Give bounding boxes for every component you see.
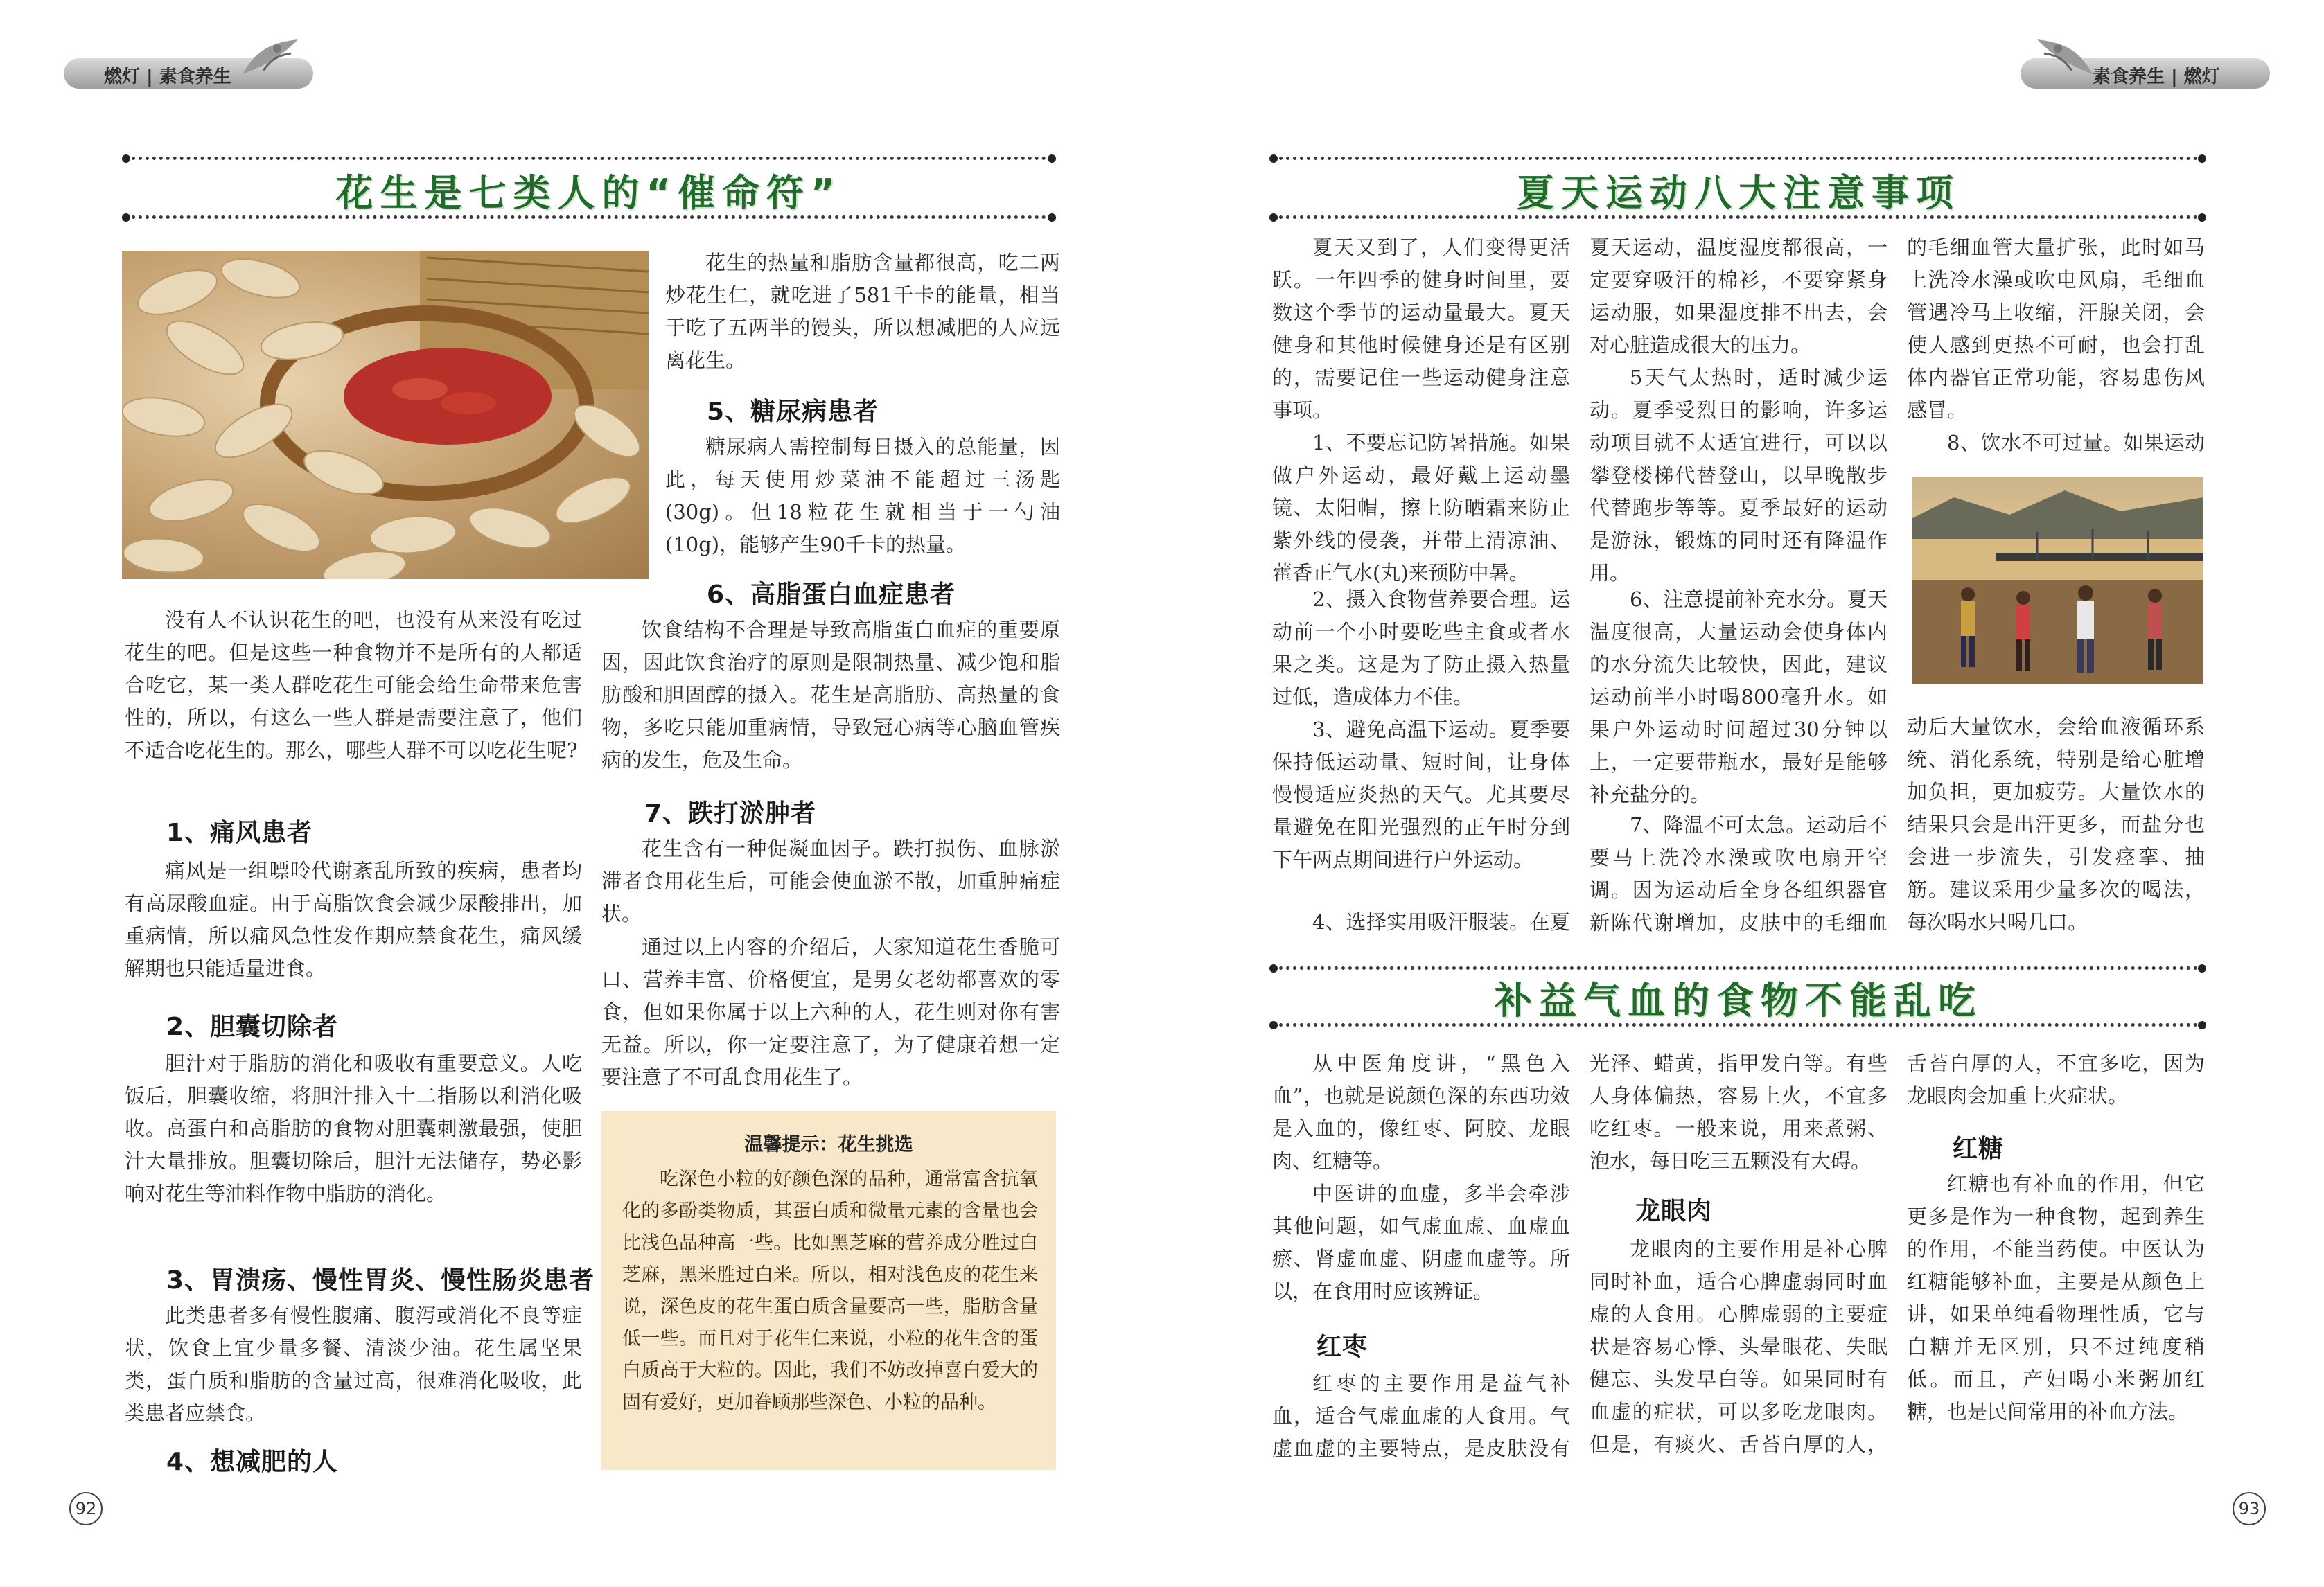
- title-rule-dot: [1048, 154, 1056, 163]
- page-number-right: 93: [2233, 1492, 2266, 1525]
- article1-heading-bruise: 7、跌打淤肿者: [644, 799, 817, 828]
- article3-longan-cont: 舌苔白厚的人，不宜多吃，因为龙眼肉会加重上火症状。: [1907, 1052, 2205, 1108]
- article2-tip7-cont: 的毛细血管大量扩张，此时如马上洗冷水澡或吹电风扇，毛细血管遇冷马上收缩，汗腺关闭，会使人感到更热不可耐，也会打乱体内器官正常功能，容易患伤风感冒。: [1907, 236, 2205, 422]
- article3-jujube-text: 红枣的主要作用是益气补血，适合气虚血虚的人食用。气虚血虚的主要特点，是皮肤没有: [1272, 1372, 1570, 1460]
- title-rule-dot: [2198, 1021, 2206, 1029]
- article1-bruise-text: 花生含有一种促凝血因子。跌打损伤、血脉淤滞者食用花生后，可能会使血淤不散，加重肿痛症状。: [601, 837, 1060, 925]
- article1-gout-text: 痛风是一组嘌呤代谢紊乱所致的疾病，患者均有高尿酸血症。由于高脂饮食会减少尿酸排出，加重病情，所以痛风急性发作期应禁食花生，痛风缓解期也只能适量进食。: [125, 859, 582, 980]
- right-header-title: 素食养生 | 燃灯: [2093, 67, 2220, 87]
- title-rule-dot: [1269, 1021, 1278, 1029]
- article1-heading-weightloss: 4、想减肥的人: [166, 1448, 339, 1476]
- title-rule-dot: [1048, 213, 1056, 222]
- tip-title: 温馨提示：花生挑选: [744, 1134, 913, 1155]
- title-rule-dot: [1269, 213, 1278, 222]
- article3-jujube-cont: 光泽、蜡黄，指甲发白等。有些人身体偏热，容易上火，不宜多吃红枣。一般来说，用来煮粥、泡水，每日吃三五颗没有大碍。: [1590, 1052, 1887, 1173]
- title-rule-dot: [122, 154, 130, 163]
- article1-intro: 没有人不认识花生的吧，也没有从来没有吃过花生的吧。但是这些一种食物并不是所有的人都适合吃它，某一类人群吃花生可能会给生命带来危害性的，所以，有这么一些人群是需要注意了，他们不适合吃花生的。那么，哪些人群不可以吃花生呢?: [125, 608, 582, 762]
- article1-diabetes-text: 糖尿病人需控制每日摄入的总能量，因此，每天使用炒菜油不能超过三汤匙(30g)。但18粒花生就相当于一勺油(10g)，能够产生90千卡的热量。: [665, 435, 1060, 556]
- article3-sugar-text: 红糖也有补血的作用，但它更多是作为一种食物，起到养生的作用，不能当药使。中医认为红糖能够补血，主要是从颜色上讲，如果单纯看物理性质，它与白糖并无区别，只不过纯度稍低。而且，产妇喝小米粥加红糖，也是民间常用的补血方法。: [1907, 1172, 2205, 1424]
- title-rule-bottom: [132, 215, 1046, 219]
- tip-text: 吃深色小粒的好颜色深的品种，通常富含抗氧化的多酚类物质，其蛋白质和微量元素的含量也会比浅色品种高一些。比如黑芝麻的营养成分胜过白芝麻，黑米胜过白米。所以，相对浅色皮的花生来说，深色皮的花生蛋白质含量要高一些，脂肪含量低一些。而且对于花生仁来说，小粒的花生含的蛋白质高于大粒的。因此，我们不妨改掉喜白爱大的固有爱好，更加眷顾那些深色、小粒的品种。: [622, 1169, 1038, 1413]
- title-rule-top: [132, 157, 1046, 160]
- exercise-photo: [1912, 477, 2203, 684]
- article1-gallbladder-text: 胆汁对于脂肪的消化和吸收有重要意义。人吃饭后，胆囊收缩，将胆汁排入十二指肠以利消化吸收。高蛋白和高脂肪的食物对胆囊刺激最强，使胆汁大量排放。胆囊切除后，胆汁无法储存，势必影响对花生等油料作物中脂肪的消化。: [125, 1052, 582, 1205]
- article2-tip6: 6、注意提前补充水分。夏天温度很高，大量运动会使身体内的水分流失比较快，因此，建议运动前半小时喝800毫升水。如果户外运动时间超过30分钟以上，一定要带瓶水，最好是能够补充盐分的。: [1590, 587, 1887, 806]
- article1-weightloss-text: 花生的热量和脂肪含量都很高，吃二两炒花生仁，就吃进了581千卡的能量，相当于吃了五两半的馒头，所以想减肥的人应远离花生。: [665, 251, 1060, 372]
- article1-conclusion: 通过以上内容的介绍后，大家知道花生香脆可口、营养丰富、价格便宜，是男女老幼都喜欢的零食，但如果你属于以上六种的人，花生则对你有害无益。所以，你一定要注意了，为了健康着想一定要注意了不可乱食用花生了。: [601, 935, 1060, 1089]
- article3-heading-jujube: 红枣: [1317, 1333, 1368, 1361]
- article3-heading-longan: 龙眼肉: [1635, 1197, 1713, 1225]
- article2-tip4: 4、选择实用吸汗服装。在夏: [1312, 910, 1570, 934]
- article2-title: 夏天运动八大注意事项: [1517, 171, 1960, 215]
- title-rule-dot: [2198, 154, 2206, 163]
- article2-tip8-cont: 动后大量饮水，会给血液循环系统、消化系统，特别是给心脏增加负担，更加疲劳。大量饮水的结果只会是出汗更多，而盐分也会进一步流失，引发痉挛、抽筋。建议采用少量多次的喝法，每次喝水只喝几口。: [1907, 715, 2205, 934]
- title-rule-top: [1279, 966, 2198, 970]
- article2-intro: 夏天又到了，人们变得更活跃。一年四季的健身时间里，要数这个季节的运动量最大。夏天健身和其他时候健身还是有区别的，需要记住一些运动健身注意事项。: [1272, 236, 1570, 422]
- lotus-ornament-icon: [236, 36, 305, 78]
- title-rule-bottom: [1279, 215, 2198, 219]
- peanut-photo: [122, 251, 649, 579]
- article1-hyperlipidemia-text: 饮食结构不合理是导致高脂蛋白血症的重要原因，因此饮食治疗的原则是限制热量、减少饱和脂肪酸和胆固醇的摄入。花生是高脂肪、高热量的食物，多吃只能加重病情，导致冠心病等心脑血管疾病的发生，危及生命。: [601, 618, 1060, 772]
- article3-intro1: 从中医角度讲，“黑色入血”，也就是说颜色深的东西功效是入血的，像红枣、阿胶、龙眼肉、红糖等。: [1272, 1052, 1570, 1173]
- title-rule-dot: [1269, 154, 1278, 163]
- title-rule-bottom: [1279, 1023, 2198, 1027]
- article2-tip3: 3、避免高温下运动。夏季要保持低运动量、短时间，让身体慢慢适应炎热的天气。尤其要尽量避免在阳光强烈的正午时分到下午两点期间进行户外运动。: [1272, 718, 1570, 871]
- lotus-ornament-icon: [2030, 36, 2099, 78]
- title-rule-dot: [2198, 213, 2206, 222]
- page-number-left: 92: [69, 1492, 103, 1525]
- title-rule-dot: [122, 213, 130, 222]
- article3-heading-sugar: 红糖: [1953, 1135, 2005, 1163]
- article2-tip2: 2、摄入食物营养要合理。运动前一个小时要吃些主食或者水果之类。这是为了防止摄入热量过低，造成体力不佳。: [1272, 587, 1570, 709]
- article3-longan-text: 龙眼肉的主要作用是补心脾同时补血，适合心脾虚弱同时血虚的人食用。心脾虚弱的主要症状是容易心悸、头晕眼花、失眠健忘、头发早白等。如果同时有血虚的症状，可以多吃龙眼肉。但是，有痰火、舌苔白厚的人，: [1590, 1237, 1887, 1456]
- article2-tip5: 5天气太热时，适时减少运动。夏季受烈日的影响，许多运动项目就不太适宜进行，可以以攀登楼梯代替登山，以早晚散步代替跑步等等。夏季最好的运动是游泳，锻炼的同时还有降温作用。: [1590, 366, 1887, 585]
- left-header-title: 燃灯 | 素食养生: [104, 67, 231, 87]
- article1-heading-hyperlipidemia: 6、高脂蛋白血症患者: [707, 580, 956, 609]
- article2-tip7: 7、降温不可太急。运动后不要马上洗冷水澡或吹电扇开空调。因为运动后全身各组织器官新陈代谢增加，皮肤中的毛细血: [1590, 813, 1887, 934]
- article1-heading-gout: 1、痛风患者: [166, 819, 313, 847]
- article1-heading-diabetes: 5、糖尿病患者: [707, 398, 879, 426]
- article2-tip4-cont: 夏天运动，温度湿度都很高，一定要穿吸汗的棉衫，不要穿紧身运动服，如果湿度排不出去，会对心脏造成很大的压力。: [1590, 236, 1887, 357]
- article1-title: 花生是七类人的“催命符”: [335, 171, 843, 215]
- article3-title: 补益气血的食物不能乱吃: [1495, 979, 1982, 1022]
- article1-stomach-text: 此类患者多有慢性腹痛、腹泻或消化不良等症状，饮食上宜少量多餐、清淡少油。花生属坚果类，蛋白质和脂肪的含量过高，很难消化吸收，此类患者应禁食。: [125, 1304, 582, 1425]
- tip-box: [601, 1111, 1056, 1470]
- article1-heading-gallbladder: 2、胆囊切除者: [166, 1013, 339, 1041]
- article2-tip8: 8、饮水不可过量。如果运动: [1947, 431, 2205, 454]
- article1-heading-stomach: 3、胃溃疡、慢性胃炎、慢性肠炎患者: [166, 1266, 595, 1295]
- article2-tip1: 1、不要忘记防暑措施。如果做户外运动，最好戴上运动墨镜、太阳帽，擦上防晒霜来防止紫外线的侵袭，并带上清凉油、藿香正气水(丸)来预防中暑。: [1272, 431, 1570, 585]
- title-rule-top: [1279, 157, 2198, 160]
- article3-intro2: 中医讲的血虚，多半会牵涉其他问题，如气虚血虚、血虚血瘀、肾虚血虚、阴虚血虚等。所以，在食用时应该辨证。: [1272, 1182, 1570, 1303]
